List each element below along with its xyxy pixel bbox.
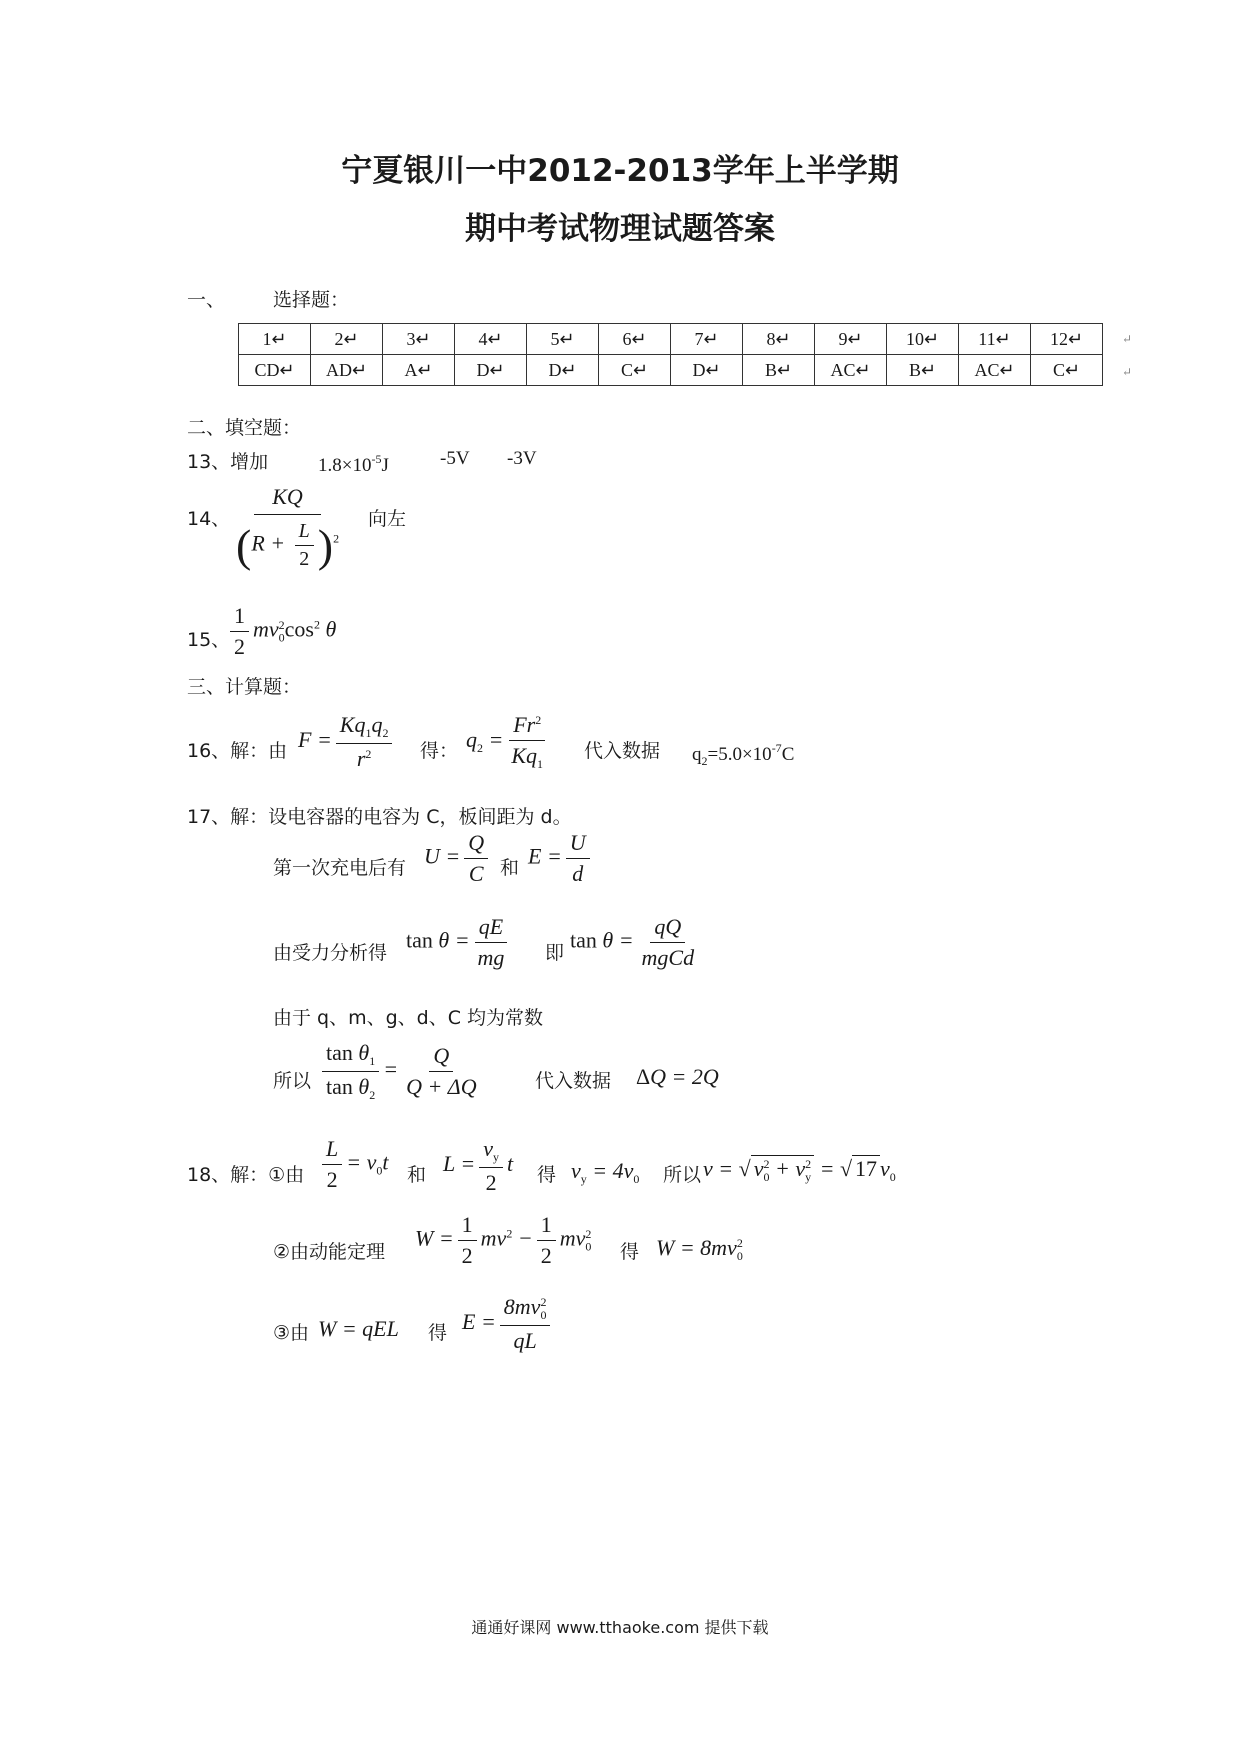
q18-line2-pre: ②由动能定理 xyxy=(273,1241,386,1263)
section1-label: 一、 xyxy=(187,289,226,311)
q17-line1-pre: 第一次充电后有 xyxy=(273,857,407,879)
q17-line3: 由于 q、m、g、d、C 均为常数 xyxy=(273,1007,544,1029)
q18-result-e: E = $\frac{8mv_0^2}{qL}$ xyxy=(462,1294,554,1354)
answer-number: 2↵ xyxy=(311,324,383,355)
q17-formula-u: U = $\frac{Q}{C}$ xyxy=(424,830,492,887)
answer-number: 1↵ xyxy=(239,324,311,355)
q18-formula-vy: $v_y = 4v_0$ xyxy=(571,1158,640,1186)
section2-title: 二、填空题： xyxy=(187,417,302,439)
answer-value: CD↵ xyxy=(239,355,311,386)
row-mark: ↵ xyxy=(1122,332,1133,346)
answer-value: A↵ xyxy=(383,355,455,386)
q18-formula-l: L = $\frac{v_y}{2}$ t xyxy=(443,1136,514,1195)
answer-table-answer-row xyxy=(239,355,1103,386)
q18-line3-de: 得 xyxy=(428,1322,448,1344)
section3-title: 三、计算题： xyxy=(187,676,302,698)
q17-line4-mid: 代入数据 xyxy=(535,1070,612,1092)
row-mark: ↵ xyxy=(1122,365,1133,379)
answer-value: AC↵ xyxy=(815,355,887,386)
q18-result-w: $W = 8mv_0^2$ xyxy=(656,1235,743,1263)
q18-suoyi: 所以 xyxy=(663,1164,702,1186)
q13-energy: $1.8\times 10^{-5}J$ xyxy=(318,452,389,476)
q18-formula-v: v = √ $v_0^2 + v_y^2$ = √ 17 $v_0$ xyxy=(703,1156,896,1184)
answer-number: 5↵ xyxy=(527,324,599,355)
q18-formula-qel: W = qEL xyxy=(318,1316,399,1341)
q18-label: 18、解：①由 xyxy=(187,1164,305,1186)
answer-number: 4↵ xyxy=(455,324,527,355)
answer-number: 8↵ xyxy=(743,324,815,355)
q15-formula: $\frac{1}{2}$ $mv_0^2\cos^2$ θ xyxy=(226,603,336,660)
q15-label: 15、 xyxy=(187,629,231,651)
q17-label: 17、解：设电容器的电容为 C，板间距为 d。 xyxy=(187,806,572,828)
q13-potential-b: -3V xyxy=(507,448,537,469)
q16-formula-q2: $q_2$ = $\frac{Fr^2}{Kq_1}$ xyxy=(466,712,551,772)
q18-he: 和 xyxy=(407,1164,427,1186)
q18-line2-de: 得 xyxy=(620,1241,640,1263)
answer-number: 7↵ xyxy=(671,324,743,355)
answer-number: 12↵ xyxy=(1031,324,1103,355)
answer-number: 9↵ xyxy=(815,324,887,355)
answer-number: 11↵ xyxy=(959,324,1031,355)
answer-value: AD↵ xyxy=(311,355,383,386)
answer-number: 10↵ xyxy=(887,324,959,355)
q18-line3-pre: ③由 xyxy=(273,1322,310,1344)
answer-number: 3↵ xyxy=(383,324,455,355)
q16-formula-coulomb: F = $\frac{Kq_1q_2}{r^2}$ xyxy=(298,712,396,772)
q18-de1: 得 xyxy=(537,1164,557,1186)
answer-value: D↵ xyxy=(455,355,527,386)
answer-value: D↵ xyxy=(527,355,599,386)
answer-value: C↵ xyxy=(599,355,671,386)
q17-result: ΔQ = 2Q xyxy=(636,1064,719,1089)
q18-formula-w: W = $\frac{1}{2}$ $mv^2$ − $\frac{1}{2}$ $mv_0^2$ xyxy=(415,1212,592,1268)
answer-table-number-row xyxy=(239,324,1103,355)
q17-formula-ratio: $\frac{\tan \theta_1}{\tan \theta_2}$ = $\frac{Q}{Q + \Delta Q}$ xyxy=(318,1040,485,1103)
q17-formula-tan1: tan θ = $\frac{qE}{mg}$ xyxy=(406,914,512,971)
q14-formula: KQ (R + $\frac{L}{2}$ )$^2$ xyxy=(236,484,340,571)
answer-value: B↵ xyxy=(887,355,959,386)
answer-value: AC↵ xyxy=(959,355,1031,386)
q17-line1-mid: 和 xyxy=(500,857,520,879)
answer-value: B↵ xyxy=(743,355,815,386)
q17-formula-e: E = $\frac{U}{d}$ xyxy=(528,830,594,887)
q17-formula-tan2: tan θ = $\frac{qQ}{\text{mgCd}}$ xyxy=(570,914,695,970)
q13-potential-a: -5V xyxy=(440,448,470,469)
section1-title: 选择题： xyxy=(273,289,350,311)
q16-de: 得： xyxy=(420,740,459,762)
answer-table xyxy=(238,323,1103,386)
q17-line2-mid: 即 xyxy=(545,942,565,964)
footer-source: 通通好课网 www.tthaoke.com 提供下载 xyxy=(471,1618,769,1637)
q14-label: 14、 xyxy=(187,508,231,530)
q17-line4-pre: 所以 xyxy=(273,1070,312,1092)
answer-number: 6↵ xyxy=(599,324,671,355)
q17-line2-pre: 由受力分析得 xyxy=(273,942,388,964)
q16-label: 16、解：由 xyxy=(187,740,288,762)
answer-value: C↵ xyxy=(1031,355,1103,386)
q16-result: $q_2=5.0\times 10^{-7}C$ xyxy=(692,741,795,768)
q16-substitute: 代入数据 xyxy=(584,740,661,762)
title-line-1: 宁夏银川一中2012-2013学年上半学期 xyxy=(341,153,899,189)
title-line-2: 期中考试物理试题答案 xyxy=(465,211,775,247)
q18-formula-half: $\frac{L}{2}$ = $v_0t$ xyxy=(318,1136,389,1193)
answer-value: D↵ xyxy=(671,355,743,386)
q14-direction: 向左 xyxy=(368,508,407,530)
q13-label: 13、增加 xyxy=(187,451,269,473)
